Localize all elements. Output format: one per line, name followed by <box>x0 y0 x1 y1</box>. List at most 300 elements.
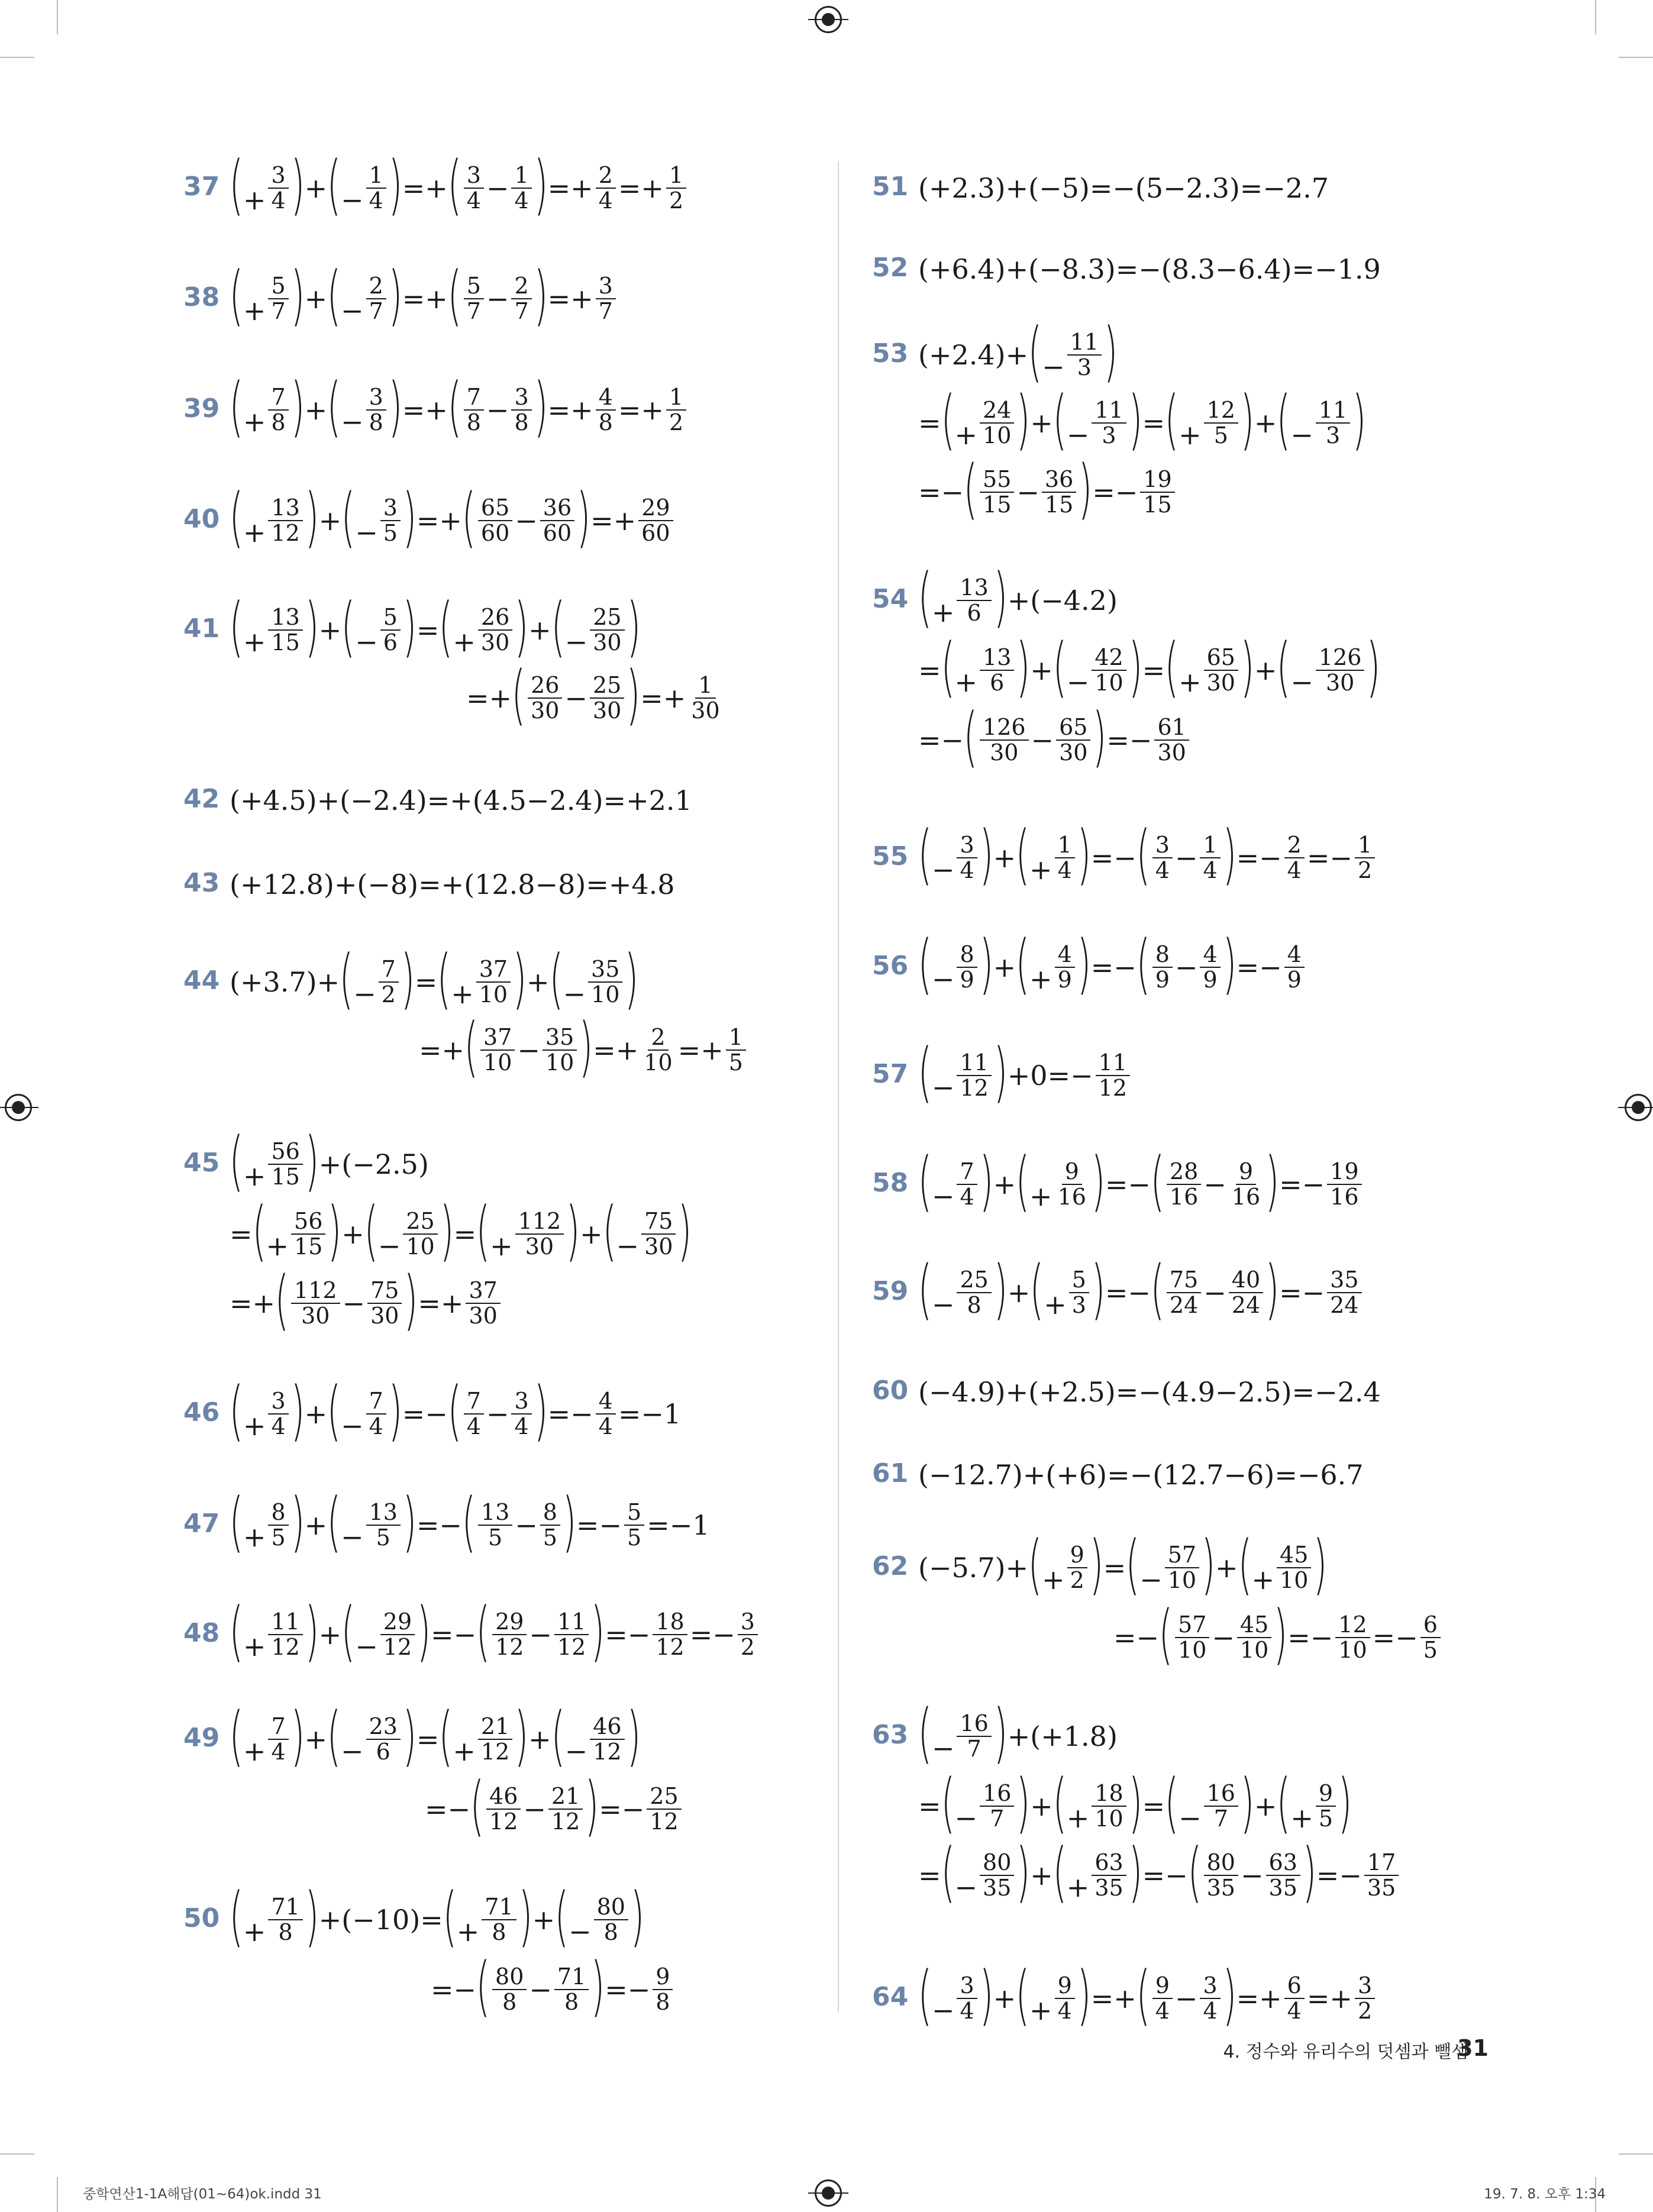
fraction <box>1204 1851 1238 1900</box>
bracket-group: (− <box>1028 313 1065 389</box>
equation-line <box>431 1948 675 2024</box>
equation-line <box>1113 1596 1443 1672</box>
numerator: 40 <box>1229 1268 1263 1293</box>
equation-text: (+4.5)+(−2.4)=+(4.5−2.4)=+2.1 <box>230 784 692 816</box>
equation-text: + <box>1030 1859 1053 1891</box>
equation-text: + <box>528 614 551 646</box>
equation-text: +(−4.2) <box>1007 585 1118 616</box>
equation-text: =− <box>1279 1168 1325 1200</box>
equation-text: − <box>486 1398 509 1430</box>
bracket-group: ) <box>402 479 417 555</box>
equation-text: + <box>1030 1790 1053 1822</box>
fraction <box>511 385 531 435</box>
equation-text: + <box>318 614 342 646</box>
equation-line <box>425 1767 684 1843</box>
numerator: 19 <box>1327 1160 1361 1185</box>
denominator: 30 <box>644 1233 673 1260</box>
bracket-group: (+ <box>252 1192 289 1268</box>
bracket-group: (+ <box>918 558 955 635</box>
numerator: 45 <box>1277 1543 1311 1568</box>
denominator: 5 <box>728 1050 743 1076</box>
equation-text: = <box>1142 1790 1166 1822</box>
denominator: 6 <box>383 629 398 655</box>
fraction <box>1266 1851 1300 1900</box>
fraction <box>478 605 512 655</box>
numerator: 3 <box>511 385 531 411</box>
fraction <box>1200 942 1220 992</box>
denominator: 30 <box>469 1303 498 1329</box>
bracket-group: (+ <box>229 368 266 444</box>
denominator: 10 <box>1095 670 1123 696</box>
numerator: 80 <box>594 1895 628 1920</box>
denominator: 4 <box>960 1998 974 2024</box>
bracket-group: ) <box>388 257 403 333</box>
fraction <box>596 385 616 435</box>
bracket-group: (− <box>918 1034 955 1110</box>
bracket-group: (− <box>549 940 586 1016</box>
fraction <box>268 163 288 213</box>
equation-text: =+ <box>402 283 448 315</box>
equation-text: = <box>230 1218 253 1250</box>
numerator: 9 <box>1152 1974 1173 1999</box>
equation-text: = <box>918 1790 941 1822</box>
denominator: 4 <box>369 1413 383 1439</box>
denominator: 16 <box>1231 1184 1261 1210</box>
numerator: 11 <box>1067 330 1102 356</box>
equation-text: − <box>517 1034 540 1066</box>
fraction <box>1316 1781 1336 1831</box>
fraction <box>1167 1268 1201 1317</box>
numerator: 7 <box>268 1714 288 1740</box>
numerator: 1 <box>695 673 715 699</box>
denominator: 30 <box>525 1233 554 1260</box>
numerator: 3 <box>464 163 484 189</box>
fraction <box>268 1389 288 1439</box>
equation-text: − <box>1203 1277 1226 1309</box>
fraction <box>1152 833 1173 883</box>
bracket-group: ( <box>447 368 462 444</box>
equation-line <box>229 479 676 555</box>
denominator: 35 <box>983 1875 1012 1901</box>
numerator: 3 <box>268 163 288 189</box>
equation-line <box>918 240 1381 299</box>
fraction <box>1335 1613 1370 1662</box>
equation-text: = <box>1142 654 1166 686</box>
fraction <box>1316 645 1365 695</box>
bracket-group: ( <box>963 450 978 527</box>
fraction <box>666 163 686 213</box>
denominator: 12 <box>489 1809 518 1835</box>
numerator: 26 <box>528 673 562 699</box>
bracket-group: ( <box>476 1948 490 2024</box>
denominator: 9 <box>1155 967 1170 993</box>
bracket-group: ) <box>514 1697 529 1774</box>
fraction <box>528 673 562 723</box>
equation-line <box>230 771 692 830</box>
fraction <box>980 715 1029 765</box>
numerator: 11 <box>554 1610 589 1635</box>
numerator: 16 <box>980 1781 1014 1807</box>
equation-line <box>918 1526 1328 1602</box>
bracket-group: ) <box>1222 1956 1236 2033</box>
equation-text: + <box>1254 407 1277 439</box>
equation-text: − <box>1016 476 1039 508</box>
numerator: 65 <box>1056 715 1090 741</box>
denominator: 7 <box>990 1806 1005 1832</box>
denominator: 2 <box>669 188 684 214</box>
denominator: 30 <box>370 1303 399 1329</box>
denominator: 35 <box>1095 1875 1123 1901</box>
numerator: 9 <box>1316 1781 1336 1807</box>
problem-number: 49 <box>183 1723 220 1753</box>
bracket-group: ( <box>1136 925 1151 1002</box>
fraction <box>480 1025 515 1075</box>
bracket-group: (− <box>341 479 378 555</box>
equation-line <box>230 1192 692 1268</box>
bracket-group: ) <box>1077 816 1092 892</box>
numerator: 9 <box>1067 1543 1087 1568</box>
denominator: 10 <box>479 981 508 1007</box>
equation-text: − <box>486 283 509 315</box>
equation-text: + <box>318 1619 342 1651</box>
equation-line <box>918 628 1381 705</box>
denominator: 3 <box>1071 1292 1086 1318</box>
problem-number: 61 <box>872 1458 909 1488</box>
equation-line <box>918 1956 1377 2033</box>
problem-number: 38 <box>183 282 220 312</box>
fraction <box>1204 645 1238 695</box>
equation-line <box>229 146 689 222</box>
fraction <box>1284 1974 1305 2023</box>
fraction <box>957 1974 977 2023</box>
column-divider <box>838 161 839 2013</box>
equation-text: +0=− <box>1007 1060 1093 1092</box>
equation-text: =+ <box>1090 1982 1137 2014</box>
numerator: 7 <box>268 385 288 411</box>
bracket-group: ) <box>993 1251 1008 1327</box>
numerator: 11 <box>1092 398 1126 424</box>
numerator: 7 <box>464 1389 484 1415</box>
fraction <box>1140 467 1174 517</box>
numerator: 65 <box>478 496 512 521</box>
bracket-group: ) <box>576 479 591 555</box>
problem-number: 37 <box>183 172 220 202</box>
bracket-group: (+ <box>1015 1956 1053 2033</box>
equation-text: =− <box>605 1619 651 1651</box>
equation-text: − <box>529 1619 552 1651</box>
equation-text: + <box>993 951 1016 983</box>
denominator: 16 <box>1057 1184 1086 1210</box>
fraction <box>957 1712 991 1761</box>
equation-text: =− <box>599 1793 645 1825</box>
equation-text: =− <box>918 724 964 756</box>
equation-text: =− <box>1090 842 1137 874</box>
equation-text: =− <box>431 1619 477 1651</box>
bracket-group: ) <box>1128 381 1142 457</box>
equation-text: =− <box>1105 1168 1151 1200</box>
equation-text: =−1 <box>618 1398 682 1430</box>
numerator: 8 <box>957 942 977 968</box>
bracket-group: ) <box>290 1372 305 1448</box>
equation-line <box>918 816 1377 892</box>
equation-text: =− <box>1092 476 1138 508</box>
fraction <box>464 274 484 324</box>
bracket-group: ) <box>579 1008 593 1084</box>
fraction <box>1327 1268 1361 1317</box>
bracket-group: ) <box>305 588 319 664</box>
bracket-group: ) <box>1313 1526 1328 1602</box>
denominator: 9 <box>1287 967 1302 993</box>
numerator: 80 <box>1204 1851 1238 1876</box>
numerator: 6 <box>1420 1613 1441 1638</box>
numerator: 56 <box>268 1139 302 1165</box>
numerator: 1 <box>366 163 386 189</box>
bracket-group: ) <box>1077 1956 1092 2033</box>
denominator: 30 <box>531 697 560 724</box>
fraction <box>1229 1268 1263 1317</box>
numerator: 80 <box>492 1965 527 1990</box>
denominator: 5 <box>1423 1637 1438 1663</box>
bracket-group: ) <box>404 1261 418 1338</box>
denominator: 10 <box>1167 1567 1197 1593</box>
equation-text: =+ <box>466 682 512 714</box>
bracket-group: (− <box>1164 1764 1202 1840</box>
bracket-group: (− <box>364 1192 401 1268</box>
equation-text: =+ <box>547 172 593 204</box>
denominator: 4 <box>1155 1998 1170 2024</box>
problem-number: 58 <box>872 1168 909 1198</box>
denominator: 4 <box>466 1413 481 1439</box>
equation-text: =− <box>918 476 964 508</box>
denominator: 7 <box>271 298 286 324</box>
fraction <box>380 496 401 545</box>
numerator: 46 <box>590 1714 624 1740</box>
equation-text: = <box>416 1723 440 1755</box>
denominator: 4 <box>960 857 974 883</box>
denominator: 6 <box>990 670 1005 696</box>
numerator: 13 <box>980 645 1014 671</box>
denominator: 12 <box>593 1739 622 1765</box>
bracket-group: ) <box>1128 628 1142 705</box>
fraction <box>268 385 288 435</box>
equation-text: − <box>529 1974 552 2006</box>
numerator: 25 <box>590 605 624 631</box>
fraction <box>366 1714 401 1764</box>
bracket-group: ( <box>470 1767 485 1843</box>
equation-line <box>918 1694 1118 1771</box>
bracket-group: (+ <box>1164 381 1202 457</box>
bracket-group: (+ <box>476 1192 513 1268</box>
equation-text: = <box>918 1859 941 1891</box>
fraction <box>1284 942 1305 992</box>
denominator: 8 <box>967 1292 982 1318</box>
equation-text: − <box>1031 724 1054 756</box>
equation-text: (+6.4)+(−8.3)=−(8.3−6.4)=−1.9 <box>918 253 1381 285</box>
fraction <box>466 1278 500 1328</box>
bracket-group: ) <box>1103 313 1118 389</box>
equation-text: =+ <box>547 283 593 315</box>
denominator: 10 <box>1338 1637 1367 1663</box>
denominator: 9 <box>1203 967 1218 993</box>
denominator: 30 <box>990 740 1019 766</box>
crop-mark <box>1619 2153 1653 2155</box>
bracket-group: ) <box>290 146 305 222</box>
numerator: 3 <box>268 1389 288 1415</box>
fraction <box>1152 942 1173 992</box>
fraction <box>594 1895 628 1945</box>
bracket-group: ) <box>1128 1764 1142 1840</box>
numerator: 11 <box>1316 398 1350 424</box>
denominator: 30 <box>1206 670 1235 696</box>
bracket-group: (+ <box>229 1878 266 1954</box>
denominator: 16 <box>1169 1184 1199 1210</box>
numerator: 1 <box>1200 833 1220 858</box>
problem-number: 55 <box>872 841 909 871</box>
numerator: 37 <box>466 1278 500 1304</box>
denominator: 3 <box>1077 354 1092 380</box>
numerator: 29 <box>638 496 673 521</box>
fraction <box>540 496 574 545</box>
numerator: 5 <box>1069 1268 1089 1293</box>
fraction <box>1420 1613 1441 1662</box>
equation-text: =− <box>416 1509 462 1541</box>
fraction <box>1200 833 1220 883</box>
denominator: 8 <box>603 1919 618 1945</box>
equation-text: + <box>1254 1790 1277 1822</box>
problem-number: 62 <box>872 1551 909 1581</box>
fraction <box>478 1500 512 1550</box>
fraction <box>957 576 991 625</box>
denominator: 10 <box>1280 1567 1309 1593</box>
equation-text: =− <box>547 1398 593 1430</box>
equation-line <box>918 1764 1352 1840</box>
denominator: 6 <box>967 600 982 626</box>
equation-text: + <box>528 1723 551 1755</box>
denominator: 10 <box>644 1050 673 1076</box>
denominator: 15 <box>294 1233 323 1260</box>
denominator: 24 <box>1169 1292 1199 1318</box>
bracket-group: ) <box>305 1593 319 1669</box>
numerator: 25 <box>590 673 624 699</box>
denominator: 4 <box>960 1184 974 1210</box>
denominator: 35 <box>1268 1875 1297 1901</box>
equation-line <box>918 1142 1364 1219</box>
bracket-group: (− <box>941 1833 978 1910</box>
bracket-group: (− <box>918 1251 955 1327</box>
denominator: 8 <box>564 1989 579 2015</box>
denominator: 8 <box>492 1919 506 1945</box>
numerator: 21 <box>478 1714 512 1740</box>
equation-text: =− <box>1142 1859 1188 1891</box>
equation-text: =− <box>1306 842 1352 874</box>
numerator: 29 <box>380 1610 415 1635</box>
bracket-group: ) <box>1222 816 1236 892</box>
denominator: 24 <box>1231 1292 1261 1318</box>
fraction <box>726 1025 746 1075</box>
denominator: 10 <box>1095 1806 1123 1832</box>
equation-text: − <box>486 394 509 426</box>
denominator: 4 <box>1287 1998 1302 2024</box>
bracket-group: ) <box>534 146 548 222</box>
equation-text: =+ <box>640 682 686 714</box>
numerator: 80 <box>980 1851 1014 1876</box>
bracket-group: ) <box>1265 1142 1280 1219</box>
numerator: 5 <box>268 274 288 299</box>
numerator: 2 <box>596 163 616 189</box>
equation-line <box>918 1445 1364 1504</box>
bracket-group: (− <box>918 1956 955 2033</box>
denominator: 8 <box>466 409 481 435</box>
numerator: 5 <box>464 274 484 299</box>
numerator: 75 <box>1167 1268 1201 1293</box>
fraction <box>1355 833 1375 883</box>
fraction <box>1277 1543 1311 1593</box>
numerator: 5 <box>380 605 401 631</box>
equation-text: = <box>918 407 941 439</box>
fraction <box>268 496 302 545</box>
fraction <box>554 1965 589 2014</box>
bracket-group: ) <box>1338 1764 1352 1840</box>
fraction <box>492 1965 527 2014</box>
denominator: 10 <box>545 1050 574 1076</box>
fraction <box>738 1610 758 1659</box>
fraction <box>554 1610 589 1659</box>
bracket-group: ) <box>1273 1596 1288 1672</box>
fraction <box>641 1209 676 1259</box>
denominator: 8 <box>656 1989 670 2015</box>
problem-number: 59 <box>872 1276 909 1306</box>
denominator: 7 <box>967 1736 982 1762</box>
fraction <box>366 385 386 435</box>
registration-mark-icon <box>815 6 842 33</box>
fraction <box>515 1209 564 1259</box>
bracket-group: (− <box>341 1593 378 1669</box>
numerator: 11 <box>268 1610 302 1635</box>
bracket-group: ) <box>534 368 548 444</box>
equation-text: +(+1.8) <box>1007 1720 1118 1752</box>
problem-number: 44 <box>183 965 220 996</box>
equation-text: − <box>342 1287 366 1319</box>
fraction <box>590 1714 624 1764</box>
denominator: 4 <box>598 1413 613 1439</box>
bracket-group: ) <box>562 1483 577 1559</box>
fraction <box>957 1268 991 1317</box>
problem-number: 40 <box>183 504 220 534</box>
fraction <box>482 1895 516 1945</box>
equation-text: =− <box>425 1793 471 1825</box>
equation-text: − <box>486 172 509 204</box>
numerator: 13 <box>366 1500 401 1526</box>
numerator: 2 <box>648 1025 668 1051</box>
denominator: 5 <box>376 1525 390 1551</box>
equation-line <box>229 1593 760 1669</box>
fraction <box>957 942 977 992</box>
equation-text: + <box>304 394 328 426</box>
bracket-group: (+ <box>1015 816 1053 892</box>
equation-text: + <box>532 1904 556 1936</box>
fraction <box>596 163 616 213</box>
fraction <box>957 1160 977 1209</box>
bracket-group: ) <box>305 1878 319 1954</box>
denominator: 10 <box>483 1050 512 1076</box>
bracket-group: (+ <box>229 1122 266 1199</box>
bracket-group: ) <box>401 940 415 1016</box>
bracket-group: (+ <box>1028 1526 1065 1602</box>
fraction <box>476 957 511 1007</box>
numerator: 46 <box>486 1784 521 1810</box>
denominator: 5 <box>1213 422 1228 448</box>
equation-text: =− <box>402 1398 448 1430</box>
